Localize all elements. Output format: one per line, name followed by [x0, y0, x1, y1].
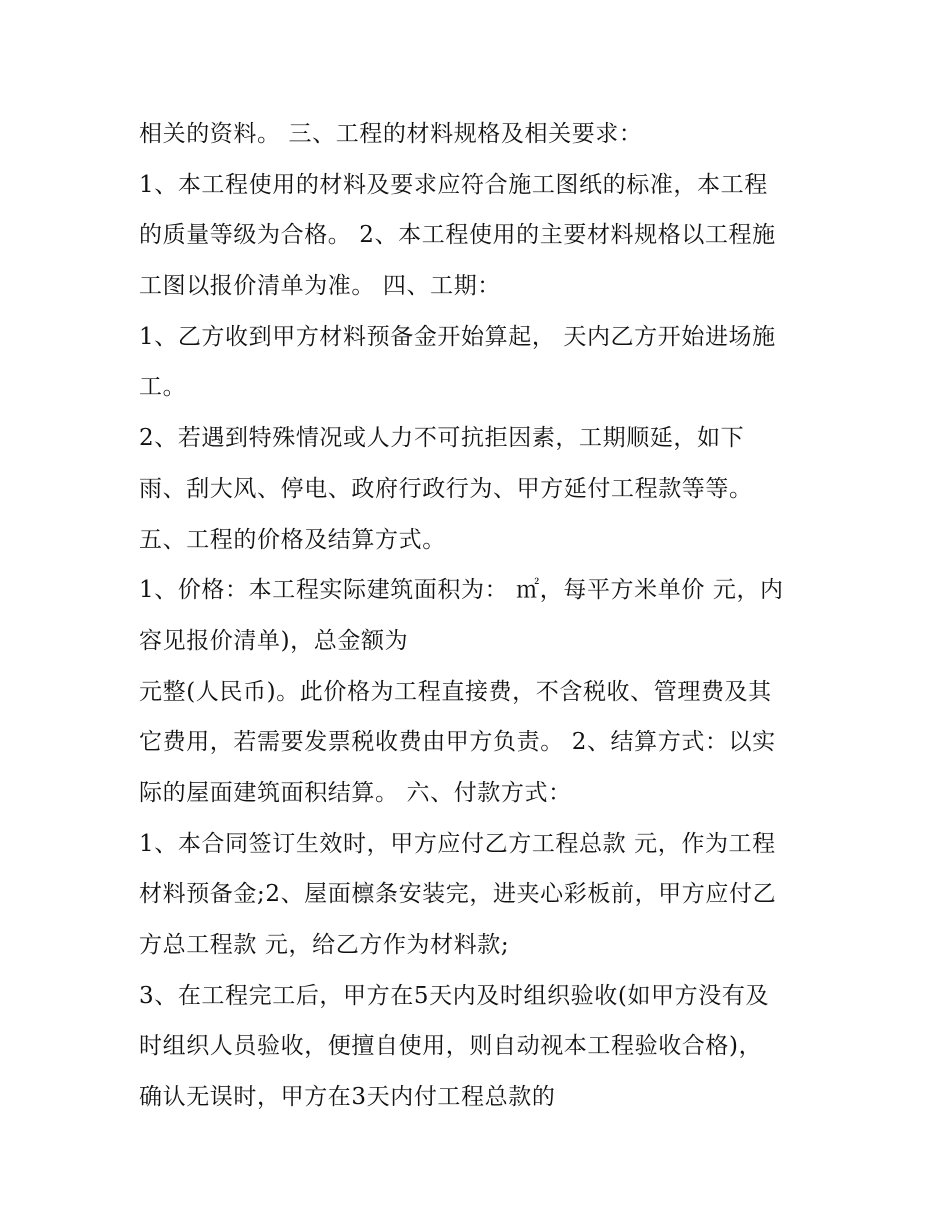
text-line: 雨、刮大风、停电、政府行政行为、甲方延付工程款等等。	[139, 475, 753, 502]
text-line: 容见报价清单)，总金额为	[139, 627, 409, 654]
text-line: 时组织人员验收，便擅自使用，则自动视本工程验收合格)，	[139, 1033, 763, 1060]
document-body	[139, 109, 829, 1123]
text-line: 五、工程的价格及结算方式。	[139, 526, 446, 553]
text-line: 相关的资料。 三、工程的材料规格及相关要求：	[139, 121, 643, 147]
text-line: 材料预备金;2、屋面檩条安装完，进夹心彩板前，甲方应付乙	[139, 881, 777, 908]
text-line: 的质量等级为合格。 2、本工程使用的主要材料规格以工程施	[139, 222, 776, 249]
text-line: 2、若遇到特殊情况或人力不可抗拒因素，工期顺延，如下	[139, 425, 745, 452]
text-line: 际的屋面建筑面积结算。 六、付款方式：	[139, 779, 572, 806]
text-line: 3、在工程完工后，甲方在5天内及时组织验收(如甲方没有及	[139, 982, 770, 1009]
text-line: 1、乙方收到甲方材料预备金开始算起， 天内乙方开始进场施	[139, 323, 776, 350]
text-line: 1、价格：本工程实际建筑面积为： ㎡，每平方米单价 元，内	[139, 577, 784, 604]
text-line: 确认无误时，甲方在3天内付工程总款的	[139, 1084, 556, 1111]
text-line: 1、本合同签订生效时，甲方应付乙方工程总款 元，作为工程	[139, 830, 776, 857]
text-line: 元整(人民币)。此价格为工程直接费，不含税收、管理费及其	[139, 678, 772, 705]
text-line: 1、本工程使用的材料及要求应符合施工图纸的标准，本工程	[139, 171, 768, 198]
text-line: 工图以报价清单为准。 四、工期：	[139, 273, 501, 300]
text-line: 它费用，若需要发票税收费由甲方负责。 2、结算方式：以实	[139, 729, 776, 756]
text-line: 方总工程款 元，给乙方作为材料款;	[139, 932, 510, 958]
text-line: 工。	[139, 374, 187, 401]
